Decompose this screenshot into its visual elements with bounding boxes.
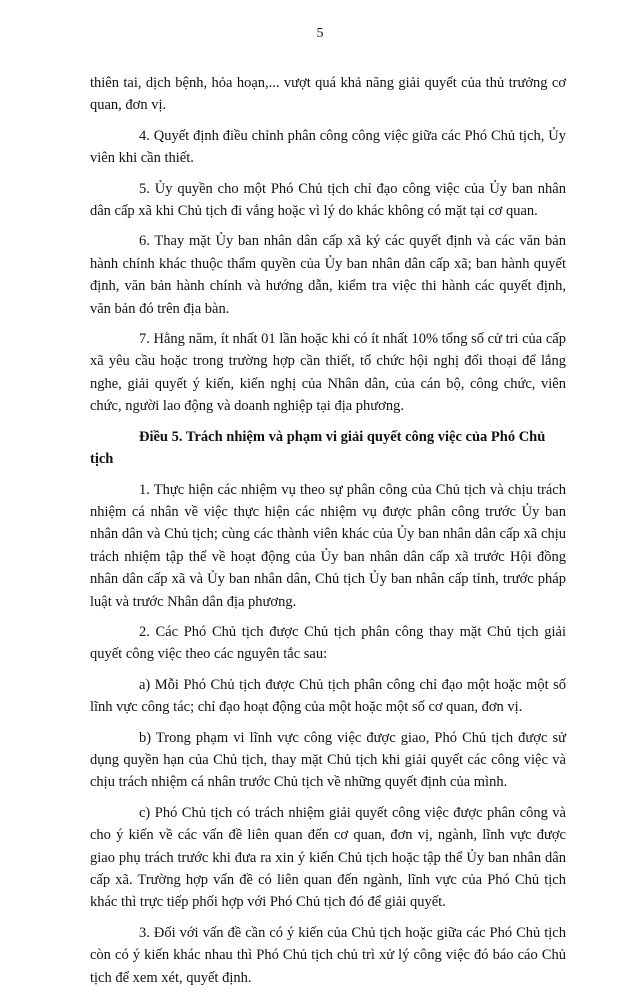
page-number: 5 [316,26,324,41]
clause-6: 6. Thay mặt Ủy ban nhân dân cấp xã ký các quyết định và các văn bản hành chính khác thuộc thẩm quyền của Ủy ban nhân dân cấp xã; ban hành quyết định, văn bản hành chính và hướng dẫn, kiểm tra việc thi hành các quyết định, văn bản đó trên địa bàn. [90,233,566,317]
article-5-clause-2b: b) Trong phạm vi lĩnh vực công việc được giao, Phó Chủ tịch được sử dụng quyền hạn của Chủ tịch, thay mặt Chủ tịch khi giải quyết các công việc và chịu trách nhiệm cá nhân trước Chủ tịch về những quyết định của mình. [90,729,566,791]
clause-5: 5. Ủy quyền cho một Phó Chủ tịch chỉ đạo công việc của Ủy ban nhân dân cấp xã khi Chủ tịch đi vắng hoặc vì lý do khác không có mặt tại cơ quan. [90,180,566,220]
clause-7: 7. Hằng năm, ít nhất 01 lần hoặc khi có ít nhất 10% tổng số cử tri của cấp xã yêu cầu hoặc trong trường hợp cần thiết, tổ chức hội nghị đối thoại để lắng nghe, giải quyết ý kiến, kiến nghị của Nhân dân, của cán bộ, công chức, viên chức, người lao động và doanh nghiệp tại địa phương. [90,331,566,415]
article-5-heading: Điều 5. Trách nhiệm và phạm vi giải quyết công việc của Phó Chủ tịch [90,428,546,468]
paragraph-continuation: thiên tai, dịch bệnh, hỏa hoạn,... vượt quá khả năng giải quyết của thủ trưởng cơ quan, đơn vị. [90,75,566,114]
article-5-clause-2c: c) Phó Chủ tịch có trách nhiệm giải quyết công việc được phân công và cho ý kiến về các vấn đề liên quan đến cơ quan, đơn vị, ngành, lĩnh vực được giao phụ trách trước khi đưa ra xin ý kiến Chủ tịch hoặc tập thể Ủy ban nhân dân cấp xã. Trường hợp vấn đề có liên quan đến ngành, lĩnh vực của Phó Chủ tịch khác thì trực tiếp phối hợp với Phó Chủ tịch đó để giải quyết. [90,804,566,911]
article-5-clause-2a: a) Mỗi Phó Chủ tịch được Chủ tịch phân công chỉ đạo một hoặc một số lĩnh vực công tác; chỉ đạo hoạt động của một hoặc một số cơ quan, đơn vị. [90,676,566,716]
article-5-clause-3: 3. Đối với vấn đề cần có ý kiến của Chủ tịch hoặc giữa các Phó Chủ tịch còn có ý kiến khác nhau thì Phó Chủ tịch chủ trì xử lý công việc đó báo cáo Chủ tịch để xem xét, quyết định. [90,924,566,986]
article-5-clause-1: 1. Thực hiện các nhiệm vụ theo sự phân công của Chủ tịch và chịu trách nhiệm cá nhân về việc thực hiện các nhiệm vụ được phân công trước Ủy ban nhân dân và Chủ tịch; cùng các thành viên khác của Ủy ban nhân dân cấp xã chịu trách nhiệm tập thể về hoạt động của Ủy ban nhân dân cấp xã trước Hội đồng nhân dân cấp xã và Ủy ban nhân dân, Chủ tịch Ủy ban nhân cấp tỉnh, trước pháp luật và trước Nhân dân địa phương. [90,481,566,610]
article-5-clause-2: 2. Các Phó Chủ tịch được Chủ tịch phân công thay mặt Chủ tịch giải quyết công việc theo các nguyên tắc sau: [90,623,566,663]
document-body [90,72,566,997]
clause-4: 4. Quyết định điều chỉnh phân công công việc giữa các Phó Chủ tịch, Ủy viên khi cần thiết. [90,127,566,167]
